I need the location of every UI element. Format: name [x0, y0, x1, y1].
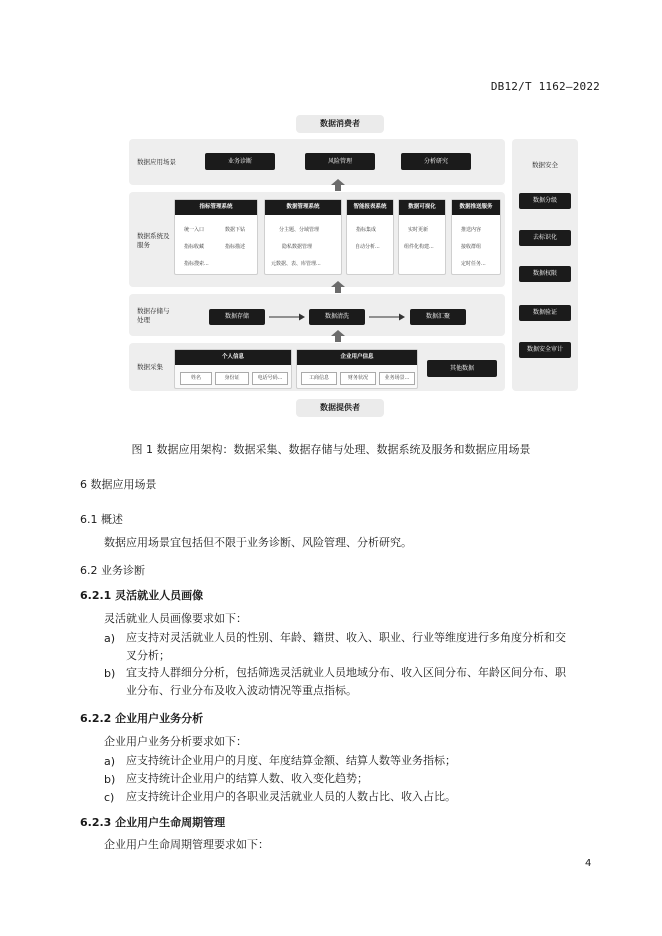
system-card-item: 组件化构建...	[404, 244, 434, 250]
group-item: 姓名	[180, 372, 212, 385]
personal-info-group	[174, 349, 292, 389]
system-card-item: 推送内容	[461, 227, 482, 233]
system-card-metrics	[174, 199, 258, 275]
list-marker: c)	[104, 791, 115, 804]
security-item: 数据分级	[519, 193, 571, 209]
paragraph: 企业用户生命周期管理要求如下：	[104, 838, 269, 851]
app-risk-management: 风险管理	[305, 153, 375, 170]
security-item: 去标识化	[519, 230, 571, 246]
cleaning-step: 数据清洗	[309, 309, 365, 325]
system-card-item: 数据下钻	[225, 227, 246, 233]
arrow-right-icon	[268, 312, 306, 322]
group-title: 个人信息	[175, 350, 291, 365]
group-item: 财务状况	[340, 372, 376, 385]
system-card-smart-report	[346, 199, 394, 275]
storage-row-label: 数据存储与处理	[137, 307, 170, 324]
figure-caption: 图 1 数据应用架构：数据采集、数据存储与处理、数据系统及服务和数据应用场景	[131, 443, 531, 456]
security-item: 数据安全审计	[519, 342, 571, 358]
system-card-data-management	[264, 199, 342, 275]
list-item-text: 宜支持人群细分分析，包括筛选灵活就业人员地域分布、收入区间分布、年龄区间分布、职	[126, 666, 566, 679]
group-title: 企业用户信息	[297, 350, 417, 365]
storage-step: 数据存储	[209, 309, 265, 325]
system-card-item: 分主题、分域管理	[279, 227, 320, 233]
list-item-text: 应支持统计企业用户的结算人数、收入变化趋势；	[126, 772, 368, 785]
security-title: 数据安全	[532, 161, 558, 169]
system-card-title: 智能报表系统	[347, 200, 393, 215]
arrow-stem	[335, 336, 341, 342]
list-item-text: 叉分析；	[126, 649, 170, 662]
data-provider-label: 数据提供者	[296, 399, 384, 417]
paragraph: 数据应用场景宜包括但不限于业务诊断、风险管理、分析研究。	[104, 536, 412, 549]
enterprise-info-group	[296, 349, 418, 389]
systems-row-label: 数据系统及服务	[137, 232, 170, 249]
group-item: 电话号码...	[252, 372, 288, 385]
system-card-item: 统一入口	[184, 227, 205, 233]
system-card-item: 指标搜索...	[184, 261, 209, 267]
group-item: 工商信息	[301, 372, 337, 385]
list-item-text: 应支持对灵活就业人员的性别、年龄、籍贯、收入、职业、行业等维度进行多角度分析和交	[126, 631, 566, 644]
apps-row-label: 数据应用场景	[137, 158, 176, 166]
system-card-title: 数据推送服务	[452, 200, 500, 215]
system-card-item: 隐私数据管理	[282, 244, 313, 250]
list-marker: a)	[104, 632, 116, 645]
group-item: 身份证	[215, 372, 249, 385]
section-heading: 6 数据应用场景	[80, 478, 157, 491]
arrow-stem	[335, 287, 341, 293]
paragraph: 企业用户业务分析要求如下：	[104, 735, 247, 748]
system-card-title: 数据管理系统	[265, 200, 341, 215]
list-item-text: 应支持统计企业用户的各职业灵活就业人员的人数占比、收入占比。	[126, 790, 456, 803]
system-card-data-push	[451, 199, 501, 275]
subsubsection-heading: 6.2.1 灵活就业人员画像	[80, 589, 204, 602]
system-card-item: 指标集成	[356, 227, 377, 233]
subsubsection-heading: 6.2.3 企业用户生命周期管理	[80, 816, 226, 829]
app-analysis-research: 分析研究	[401, 153, 471, 170]
group-item: 业务场景...	[379, 372, 415, 385]
list-marker: a)	[104, 755, 116, 768]
app-business-diagnosis: 业务诊断	[205, 153, 275, 170]
subsection-heading: 6.1 概述	[80, 513, 123, 526]
system-card-item: 指标收藏	[184, 244, 205, 250]
subsubsection-heading: 6.2.2 企业用户业务分析	[80, 712, 204, 725]
system-card-title: 数据可视化	[399, 200, 445, 215]
other-data: 其他数据	[427, 360, 497, 377]
system-card-item: 实时更新	[408, 227, 429, 233]
security-item: 数据权限	[519, 266, 571, 282]
paragraph: 灵活就业人员画像要求如下：	[104, 612, 247, 625]
system-card-item: 接收群组	[461, 244, 482, 250]
list-item-text: 应支持统计企业用户的月度、年度结算金额、结算人数等业务指标；	[126, 754, 456, 767]
page-number: 4	[585, 858, 592, 869]
collection-row-label: 数据采集	[137, 363, 163, 371]
list-item-text: 业分布、行业分布及收入波动情况等重点指标。	[126, 684, 357, 697]
arrow-stem	[335, 185, 341, 191]
system-card-title: 指标管理系统	[175, 200, 257, 215]
standard-code: DB12/T 1162—2022	[490, 80, 600, 93]
subsection-heading: 6.2 业务诊断	[80, 564, 145, 577]
data-consumer-label: 数据消费者	[296, 115, 384, 133]
list-marker: b)	[104, 773, 116, 786]
security-item: 数据验证	[519, 305, 571, 321]
system-card-item: 指标描述	[225, 244, 246, 250]
system-card-item: 元数据、表、库管理...	[271, 261, 321, 267]
system-card-item: 定时任务...	[461, 261, 486, 267]
system-card-item: 自动分析...	[355, 244, 380, 250]
system-card-visualization	[398, 199, 446, 275]
aggregation-step: 数据汇聚	[410, 309, 466, 325]
arrow-right-icon	[368, 312, 406, 322]
list-marker: b)	[104, 667, 116, 680]
